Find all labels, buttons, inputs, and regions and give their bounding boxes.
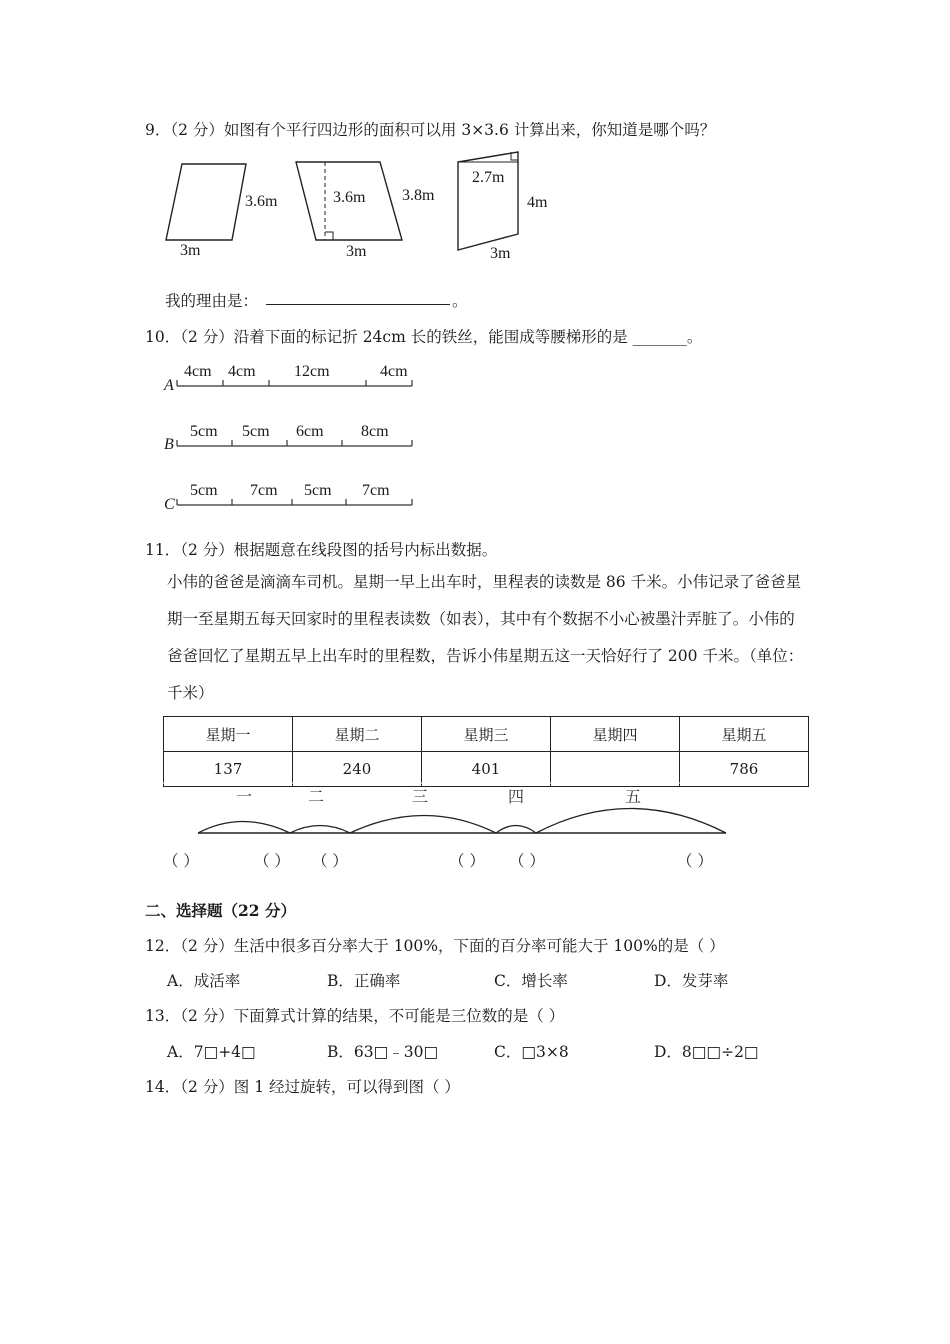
q11-mileage-table bbox=[163, 716, 809, 787]
fig2-height-label: 3.6m bbox=[333, 189, 366, 206]
q9-reason-end: 。 bbox=[452, 292, 468, 310]
q13-option-c[interactable]: C．□3×8 bbox=[494, 1043, 569, 1061]
q9-figure-1 bbox=[166, 164, 246, 240]
q13-option-a[interactable]: A．7□+4□ bbox=[167, 1043, 256, 1061]
fig3-base-label: 3m bbox=[490, 245, 511, 262]
q12-stem: 12．（2 分）生活中很多百分率大于 100%，下面的百分率可能大于 100%的是（ ） bbox=[145, 937, 725, 955]
q10-c-seg-1: 5cm bbox=[190, 482, 218, 499]
q10-b-seg-1: 5cm bbox=[190, 423, 218, 440]
fig1-side-label: 3.6m bbox=[245, 193, 278, 210]
answer-paren-6[interactable]: （ ） bbox=[677, 852, 713, 870]
q9-reason-blank[interactable] bbox=[266, 304, 450, 305]
q9-reason-label: 我的理由是： bbox=[165, 292, 259, 310]
q10-b-seg-3: 6cm bbox=[296, 423, 324, 440]
q9-stem: 9．（2 分）如图有个平行四边形的面积可以用 3×3.6 计算出来，你知道是哪个吗？ bbox=[145, 121, 716, 139]
q12-option-a[interactable]: A．成活率 bbox=[167, 972, 241, 990]
answer-paren-5[interactable]: （ ） bbox=[509, 852, 545, 870]
q12-option-b[interactable]: B．正确率 bbox=[327, 972, 401, 990]
q10-c-seg-3: 5cm bbox=[304, 482, 332, 499]
answer-paren-1[interactable]: （ ） bbox=[163, 852, 199, 870]
q13-option-b[interactable]: B．63□﹣30□ bbox=[327, 1043, 439, 1061]
q13-stem: 13．（2 分）下面算式计算的结果，不可能是三位数的是（ ） bbox=[145, 1007, 565, 1025]
answer-paren-2[interactable]: （ ） bbox=[254, 852, 290, 870]
q13-option-d[interactable]: D．8□□÷2□ bbox=[654, 1043, 759, 1061]
q9-figure-3 bbox=[458, 152, 518, 250]
table-cell: 786 bbox=[680, 752, 809, 787]
q10-a-seg-2: 4cm bbox=[228, 363, 256, 380]
answer-paren-4[interactable]: （ ） bbox=[449, 852, 485, 870]
q10-a-seg-3: 12cm bbox=[294, 363, 330, 380]
q10-option-a-letter: A bbox=[164, 377, 174, 394]
table-cell: 240 bbox=[293, 752, 422, 787]
q14-stem: 14．（2 分）图 1 经过旋转，可以得到图（ ） bbox=[145, 1078, 460, 1096]
q10-a-seg-4: 4cm bbox=[380, 363, 408, 380]
q10-option-c-letter: C bbox=[164, 496, 175, 513]
fig3-side-label: 4m bbox=[527, 194, 548, 211]
q12-option-c[interactable]: C．增长率 bbox=[494, 972, 568, 990]
q10-c-seg-4: 7cm bbox=[362, 482, 390, 499]
answer-paren-3[interactable]: （ ） bbox=[312, 852, 348, 870]
fig1-base-label: 3m bbox=[180, 242, 201, 259]
q11-segment-diagram bbox=[160, 780, 760, 840]
q10-b-seg-4: 8cm bbox=[361, 423, 389, 440]
q11-paragraph: 小伟的爸爸是滴滴车司机。星期一早上出车时，里程表的读数是 86 千米。小伟记录了爸爸星期一至星期五每天回家时的里程表读数（如表），其中有个数据不小心被墨汁弄脏了。小伟的爸爸回忆了星期五早上出车时的里程数，告诉小伟星期五这一天恰好行了 200 千米。（单位：千米） bbox=[167, 573, 804, 702]
day-label-thu: 四 bbox=[508, 787, 525, 806]
day-label-mon: 一 bbox=[236, 787, 253, 806]
q10-stem: 10．（2 分）沿着下面的标记折 24cm 长的铁丝，能围成等腰梯形的是 _______。 bbox=[145, 328, 703, 346]
fig3-height-label: 2.7m bbox=[472, 169, 505, 186]
table-header-cell: 星期四 bbox=[551, 717, 680, 752]
fig2-side-label: 3.8m bbox=[402, 187, 435, 204]
q10-c-seg-2: 7cm bbox=[250, 482, 278, 499]
table-cell: 137 bbox=[164, 752, 293, 787]
fig2-base-label: 3m bbox=[346, 243, 367, 260]
q11-stem: 11．（2 分）根据题意在线段图的括号内标出数据。 bbox=[145, 541, 498, 559]
q10-option-b-letter: B bbox=[164, 436, 174, 453]
table-header-cell: 星期一 bbox=[164, 717, 293, 752]
q10-a-seg-1: 4cm bbox=[184, 363, 212, 380]
table-cell: 401 bbox=[422, 752, 551, 787]
table-header-cell: 星期三 bbox=[422, 717, 551, 752]
day-label-fri: 五 bbox=[625, 787, 642, 806]
table-header-cell: 星期二 bbox=[293, 717, 422, 752]
q12-option-d[interactable]: D．发芽率 bbox=[654, 972, 729, 990]
day-label-wed: 三 bbox=[412, 787, 429, 806]
day-label-tue: 二 bbox=[308, 787, 325, 806]
q10-b-seg-2: 5cm bbox=[242, 423, 270, 440]
section-2-title: 二、选择题（22 分） bbox=[145, 901, 296, 920]
table-header-cell: 星期五 bbox=[680, 717, 809, 752]
table-header-row bbox=[164, 717, 809, 752]
